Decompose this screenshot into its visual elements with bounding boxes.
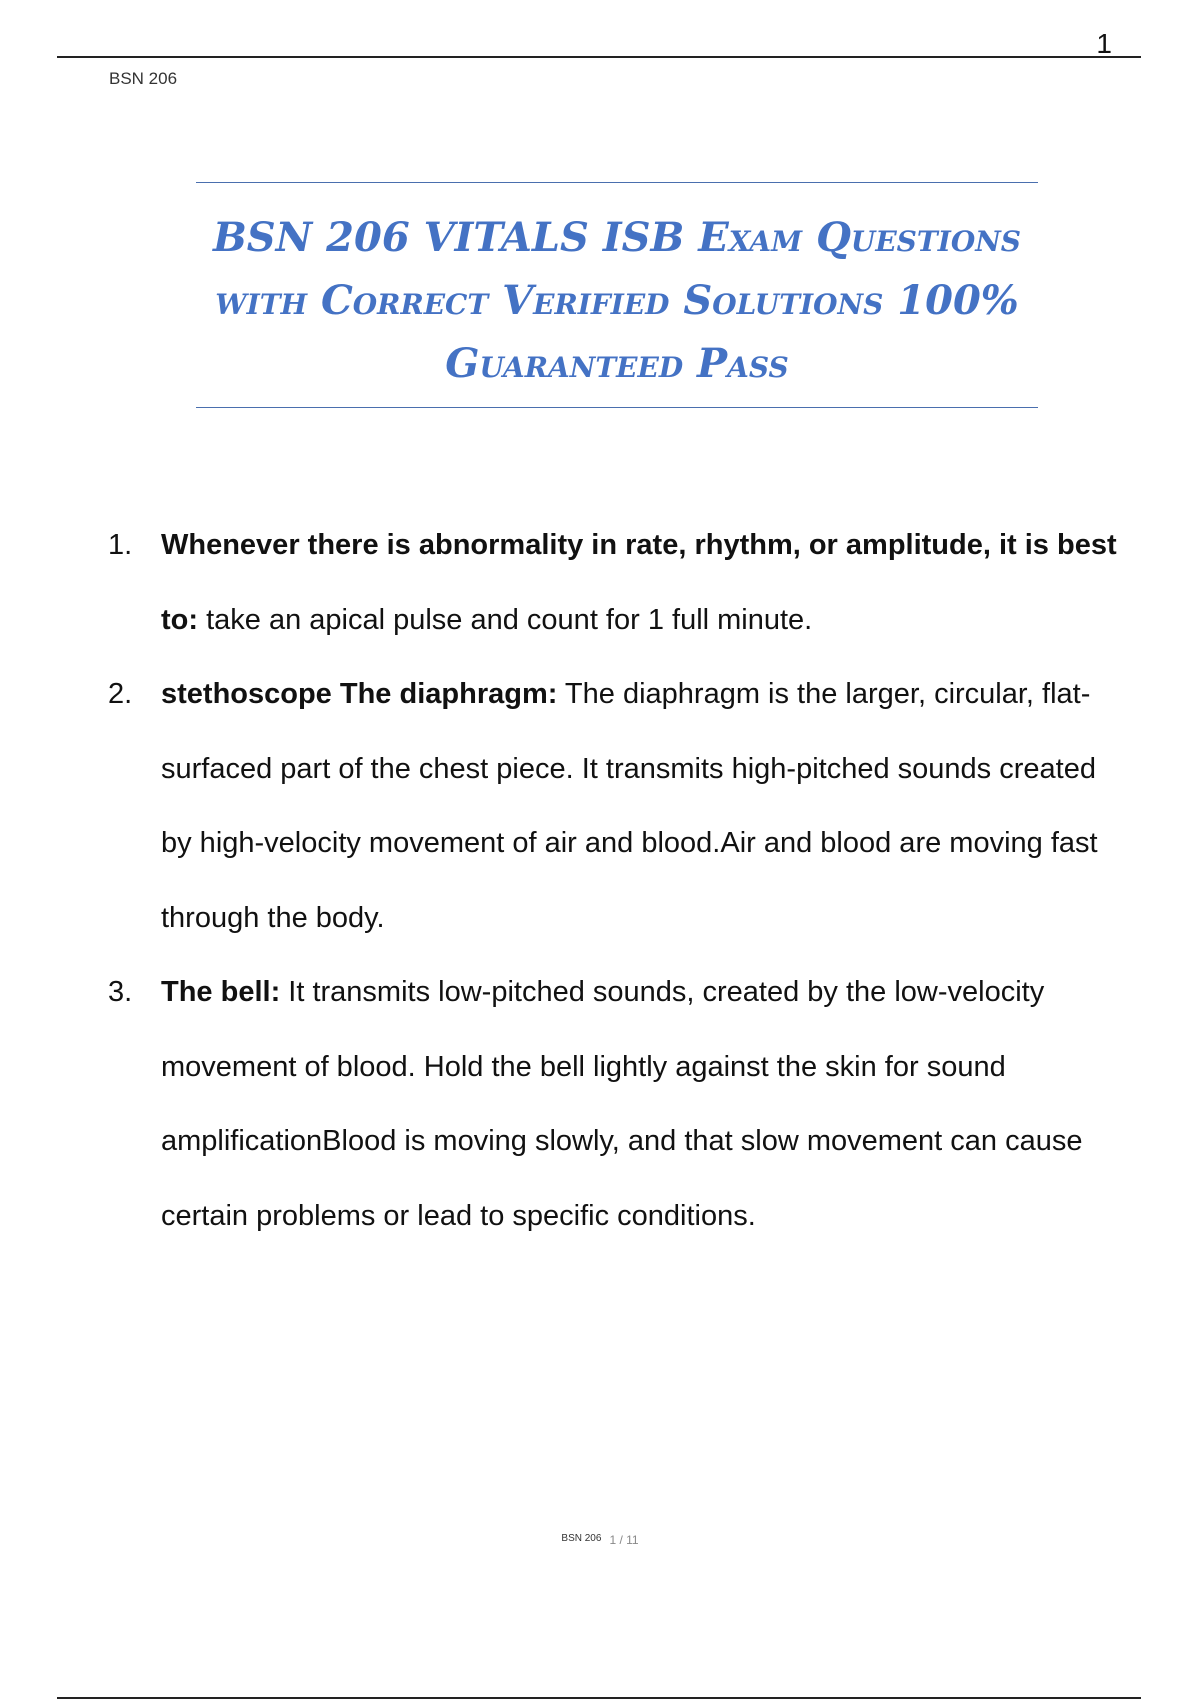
title-line-3: Guaranteed Pass [445, 340, 789, 387]
bottom-rule [57, 1697, 1141, 1699]
footer-course-label: BSN 206 [561, 1533, 602, 1544]
document-title [196, 206, 1038, 395]
item-question: stethoscope The diaphragm: [161, 678, 558, 710]
title-line-1: BSN 206 VITALS ISB Exam Questions [212, 214, 1022, 261]
header-course-label: BSN 206 [109, 69, 178, 88]
footer-pager: 1 / 11 [609, 1533, 639, 1547]
list-item [108, 657, 1128, 955]
item-answer: The diaphragm is the larger, circular, flat-surfaced part of the chest piece. It transmits high-pitched sounds created by high-velocity movement of air and blood.Air and blood are moving fast through the body. [161, 678, 1098, 934]
item-answer: take an apical pulse and count for 1 full minute. [198, 603, 813, 636]
page-number: 1 [1096, 28, 1112, 59]
item-number: 3. [108, 976, 133, 1008]
item-number: 2. [108, 678, 133, 710]
item-question: The bell: [161, 976, 281, 1008]
title-block [196, 182, 1038, 408]
item-question: Whenever there is abnormality in rate, rhythm, or amplitude, it is best to: [161, 529, 1117, 636]
list-item [108, 508, 1128, 657]
title-line-2: with Correct Verified Solutions 100% [215, 277, 1019, 324]
question-list [108, 508, 1128, 1253]
page-footer [0, 1531, 1200, 1549]
header-rule [57, 56, 1141, 58]
item-answer: It transmits low-pitched sounds, created by the low-velocity movement of blood. Hold the bell lightly against the skin for sound amplificationBlood is moving slowly, and that slow movement can cause certain problems or lead to specific conditions. [161, 976, 1083, 1232]
list-item [108, 955, 1128, 1253]
item-number: 1. [108, 529, 133, 561]
